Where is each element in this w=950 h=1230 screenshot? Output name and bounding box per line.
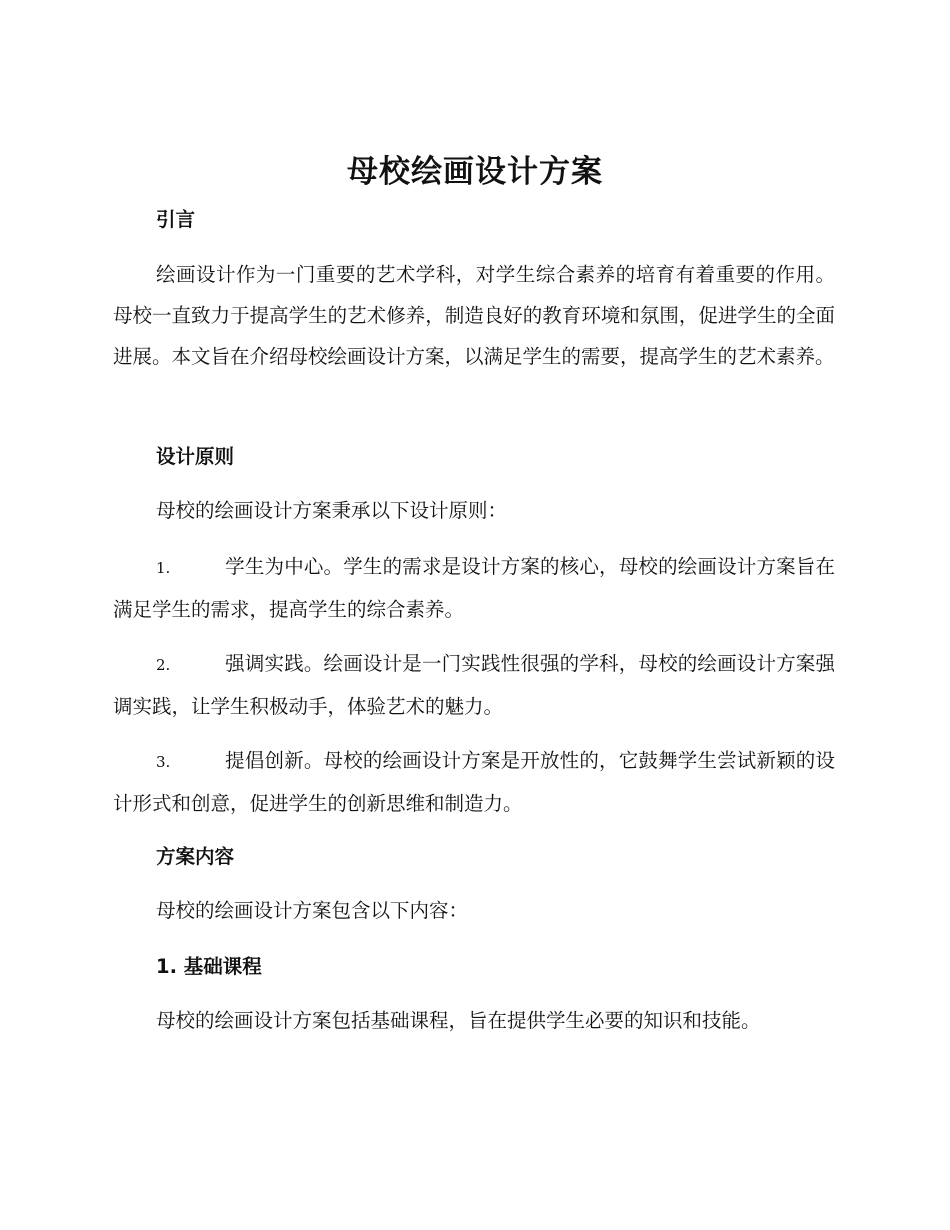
heading-intro: 引言 <box>156 208 196 231</box>
principle-item-1 <box>113 546 835 630</box>
principles-lead: 母校的绘画设计方案秉承以下设计原则： <box>156 499 508 522</box>
content-lead: 母校的绘画设计方案包含以下内容： <box>156 899 469 922</box>
principle-item-3 <box>113 740 835 824</box>
document-title: 母校绘画设计方案 <box>347 154 603 190</box>
subheading-basic-courses: 1. 基础课程 <box>156 955 262 978</box>
heading-design-principles: 设计原则 <box>156 445 235 468</box>
list-number: 1. <box>156 559 171 577</box>
list-number: 2. <box>156 656 171 674</box>
list-item-text: 强调实践。绘画设计是一门实践性很强的学科，母校的绘画设计方案强调实践，让学生积极动手，体验艺术的魅力。 <box>113 652 835 718</box>
intro-paragraph: 绘画设计作为一门重要的艺术学科，对学生综合素养的培育有着重要的作用。母校一直致力于提高学生的艺术修养，制造良好的教育环境和氛围，促进学生的全面进展。本文旨在介绍母校绘画设计方案，以满足学生的需要，提高学生的艺术素养。 <box>113 263 835 368</box>
basic-courses-paragraph: 母校的绘画设计方案包括基础课程，旨在提供学生必要的知识和技能。 <box>156 1009 761 1032</box>
list-item-text: 学生为中心。学生的需求是设计方案的核心，母校的绘画设计方案旨在满足学生的需求，提高学生的综合素养。 <box>113 555 835 621</box>
principle-item-2 <box>113 643 835 727</box>
list-number: 3. <box>156 753 171 771</box>
list-item-text: 提倡创新。母校的绘画设计方案是开放性的，它鼓舞学生尝试新颖的设计形式和创意，促进学生的创新思维和制造力。 <box>113 749 835 815</box>
heading-plan-content: 方案内容 <box>156 845 235 868</box>
